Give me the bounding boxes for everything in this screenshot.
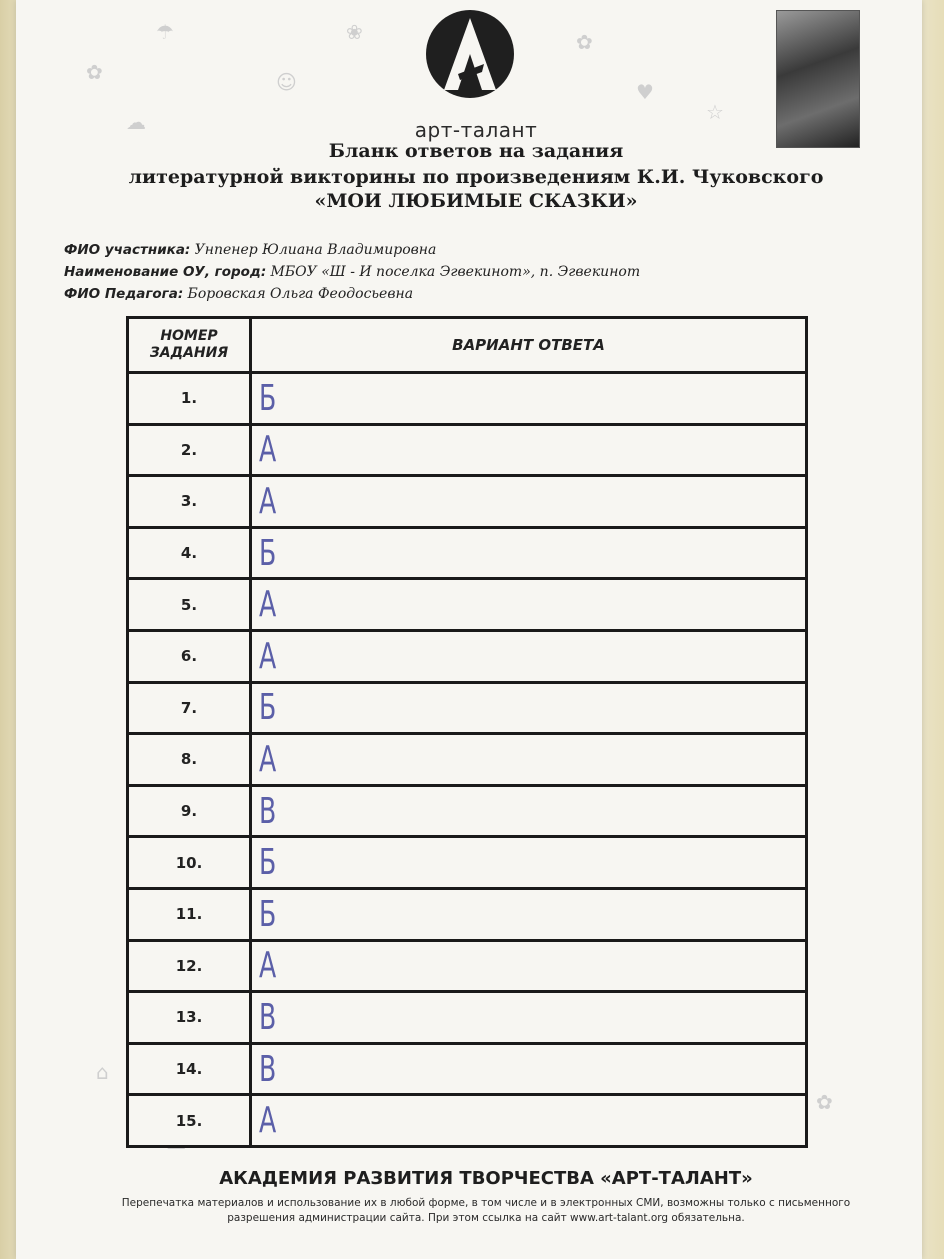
doodle-icon: ☁ bbox=[126, 110, 146, 134]
answer-cell: А bbox=[259, 635, 277, 677]
task-number: 7. bbox=[129, 684, 252, 733]
answers-table bbox=[126, 316, 808, 1148]
answer-sheet bbox=[16, 0, 922, 1259]
footer-title: АКАДЕМИЯ РАЗВИТИЯ ТВОРЧЕСТВА «АРТ-ТАЛАНТ» bbox=[219, 1168, 753, 1189]
answer-cell: Б bbox=[259, 532, 277, 574]
doodle-icon: ✿ bbox=[816, 1090, 833, 1114]
table-body bbox=[129, 374, 805, 1145]
table-row bbox=[129, 374, 805, 426]
teacher-value: Боровская Ольга Феодосьевна bbox=[187, 286, 414, 302]
school-label: Наименование ОУ, город: bbox=[64, 264, 267, 280]
table-row bbox=[129, 942, 805, 994]
task-number: 3. bbox=[129, 477, 252, 526]
table-row bbox=[129, 735, 805, 787]
answer-cell: А bbox=[259, 584, 277, 626]
answer-cell: В bbox=[259, 996, 277, 1038]
task-number: 4. bbox=[129, 529, 252, 578]
answer-cell: А bbox=[259, 945, 277, 987]
answer-cell: В bbox=[259, 790, 277, 832]
task-number: 10. bbox=[129, 838, 252, 887]
sheet-subtitle: литературной викторины по произведениям К.И. Чуковского bbox=[128, 166, 824, 188]
header-answer: ВАРИАНТ ОТВЕТА bbox=[452, 336, 605, 354]
table-row bbox=[129, 426, 805, 478]
task-number: 15. bbox=[129, 1096, 252, 1145]
task-number: 8. bbox=[129, 735, 252, 784]
answer-cell: Б bbox=[259, 377, 277, 419]
school-line bbox=[64, 264, 640, 280]
doodle-icon: ✿ bbox=[86, 60, 103, 84]
teacher-line bbox=[64, 286, 413, 302]
answer-cell: Б bbox=[259, 687, 277, 729]
table-row bbox=[129, 477, 805, 529]
doodle-icon: ♥ bbox=[636, 80, 654, 104]
task-number: 1. bbox=[129, 374, 252, 423]
photo-image bbox=[776, 10, 860, 148]
task-number: 9. bbox=[129, 787, 252, 836]
participant-line bbox=[64, 242, 436, 258]
footer-note: Перепечатка материалов и использование их в любой форме, в том числе и в электронных СМИ, возможны только с письменного разрешения администрации сайта. При этом ссылка на сайт www.art-talant.org обязательна. bbox=[121, 1197, 851, 1224]
answer-cell: А bbox=[259, 480, 277, 522]
answer-cell: А bbox=[259, 1100, 277, 1142]
table-row bbox=[129, 890, 805, 942]
task-number: 2. bbox=[129, 426, 252, 475]
logo-icon bbox=[424, 4, 516, 116]
doodle-icon: ⌂ bbox=[96, 1060, 109, 1084]
table-row bbox=[129, 580, 805, 632]
teacher-label: ФИО Педагога: bbox=[64, 286, 184, 302]
answer-cell: Б bbox=[259, 842, 277, 884]
task-number: 6. bbox=[129, 632, 252, 681]
table-row bbox=[129, 529, 805, 581]
header-number-line2: ЗАДАНИЯ bbox=[149, 345, 229, 361]
answer-cell: А bbox=[259, 429, 277, 471]
doodle-icon: ✿ bbox=[576, 30, 593, 54]
doodle-icon: ☂ bbox=[156, 20, 174, 44]
task-number: 5. bbox=[129, 580, 252, 629]
task-number: 14. bbox=[129, 1045, 252, 1094]
table-row bbox=[129, 993, 805, 1045]
table-row bbox=[129, 1096, 805, 1145]
table-row bbox=[129, 1045, 805, 1097]
task-number: 11. bbox=[129, 890, 252, 939]
task-number: 12. bbox=[129, 942, 252, 991]
doodle-icon: ❀ bbox=[346, 20, 363, 44]
school-value: МБОУ «Ш - И поселка Эгвекинот», п. Эгвекинот bbox=[270, 264, 641, 280]
header-number bbox=[129, 319, 252, 371]
answer-cell: Б bbox=[259, 893, 277, 935]
quiz-name: «МОИ ЛЮБИМЫЕ СКАЗКИ» bbox=[314, 190, 638, 212]
table-header bbox=[129, 319, 805, 374]
participant-value: Унпенер Юлиана Владимировна bbox=[194, 242, 437, 258]
answer-cell: А bbox=[259, 738, 277, 780]
table-row bbox=[129, 838, 805, 890]
table-row bbox=[129, 684, 805, 736]
sheet-title: Бланк ответов на задания bbox=[328, 140, 624, 162]
doodle-icon: ☺ bbox=[276, 70, 297, 94]
brand-name: арт-талант bbox=[414, 118, 538, 142]
table-row bbox=[129, 787, 805, 839]
doodle-icon: ☆ bbox=[706, 100, 724, 124]
task-number: 13. bbox=[129, 993, 252, 1042]
header-number-line1: НОМЕР bbox=[160, 328, 218, 344]
answer-cell: В bbox=[259, 1048, 277, 1090]
table-row bbox=[129, 632, 805, 684]
participant-label: ФИО участника: bbox=[64, 242, 191, 258]
